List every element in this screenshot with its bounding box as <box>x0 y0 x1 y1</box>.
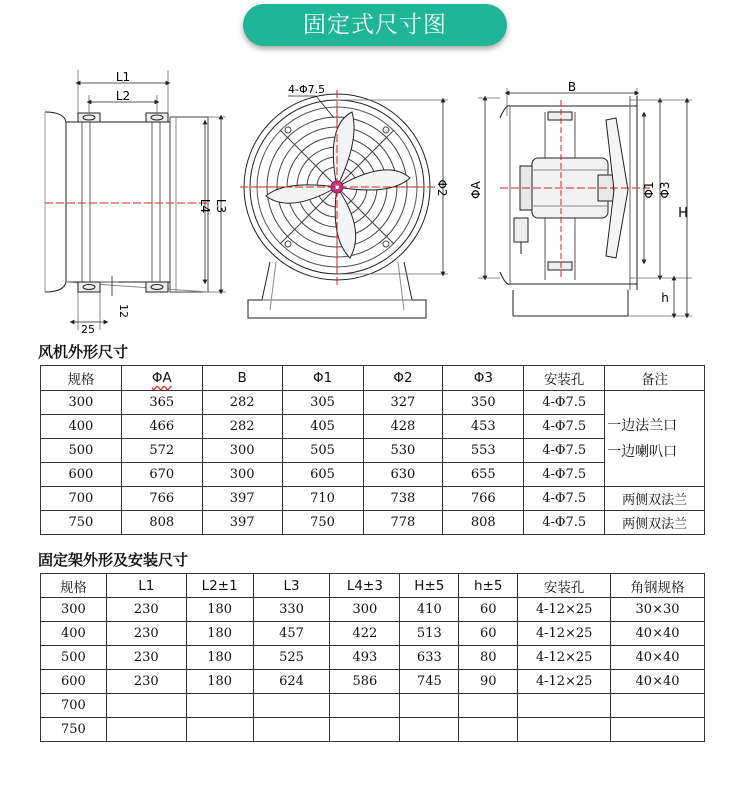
table-row <box>41 598 705 622</box>
table-header-row <box>41 574 705 598</box>
table-cell <box>253 718 330 742</box>
table-cell: 330 <box>253 598 330 622</box>
table-cell: 605 <box>282 463 363 487</box>
table-cell: 300 <box>41 598 107 622</box>
table-cell: 493 <box>330 646 400 670</box>
table-cell <box>518 718 611 742</box>
table-cell: 750 <box>41 718 107 742</box>
note-line: 一边喇叭口 <box>607 443 678 460</box>
table-cell: 700 <box>41 694 107 718</box>
table-cell: 457 <box>253 622 330 646</box>
table-cell: 300 <box>202 463 282 487</box>
table-cell: 365 <box>121 391 202 415</box>
section-view-drawing <box>478 88 692 316</box>
header-cell: 规格 <box>41 366 122 391</box>
header-cell: L3 <box>253 574 330 598</box>
table-cell: 4-Φ7.5 <box>524 511 605 535</box>
dim-label-25: 25 <box>81 323 95 336</box>
note-cell-merged <box>605 391 705 487</box>
table-cell <box>400 694 459 718</box>
header-cell: B <box>202 366 282 391</box>
fan-dimensions-table <box>40 365 705 535</box>
note-cell: 两侧双法兰 <box>605 487 705 511</box>
table-cell: 600 <box>41 463 122 487</box>
table-cell: 624 <box>253 670 330 694</box>
table-cell: 90 <box>459 670 518 694</box>
table-cell: 400 <box>41 622 107 646</box>
header-cell: 安装孔 <box>518 574 611 598</box>
header-cell: H±5 <box>400 574 459 598</box>
dim-label-l4: L4 <box>198 198 212 214</box>
table-cell: 40×40 <box>611 670 705 694</box>
table-cell: 750 <box>282 511 363 535</box>
table-row <box>41 487 705 511</box>
table-row <box>41 622 705 646</box>
header-cell: Φ3 <box>443 366 524 391</box>
table-cell <box>611 718 705 742</box>
table-cell: 60 <box>459 622 518 646</box>
table-header-row <box>41 366 705 391</box>
table-cell: 300 <box>41 391 122 415</box>
table-cell: 745 <box>400 670 459 694</box>
dim-label-phia: ΦA <box>469 181 483 199</box>
table-cell <box>518 694 611 718</box>
table-row <box>41 670 705 694</box>
dim-label-h-lower: h <box>661 291 669 305</box>
table-row <box>41 718 705 742</box>
table-cell: 282 <box>202 391 282 415</box>
dim-label-b: B <box>567 80 577 94</box>
table-cell <box>186 694 253 718</box>
table-cell <box>330 694 400 718</box>
table-cell: 4-12×25 <box>518 598 611 622</box>
table-row <box>41 694 705 718</box>
table-cell: 670 <box>121 463 202 487</box>
table-cell: 600 <box>41 670 107 694</box>
table-cell: 513 <box>400 622 459 646</box>
dim-label-phi1: Φ1 <box>642 181 656 199</box>
table-cell: 350 <box>443 391 524 415</box>
table-cell: 4-Φ7.5 <box>524 463 605 487</box>
table-cell: 4-12×25 <box>518 622 611 646</box>
dimension-drawings <box>0 60 750 340</box>
table-cell: 230 <box>106 598 186 622</box>
header-cell: 安装孔 <box>524 366 605 391</box>
table-cell: 300 <box>202 439 282 463</box>
header-cell: 规格 <box>41 574 107 598</box>
dim-label-phi2: Φ2 <box>435 179 449 197</box>
table-cell: 453 <box>443 415 524 439</box>
table-cell: 4-Φ7.5 <box>524 415 605 439</box>
table-cell: 180 <box>186 622 253 646</box>
table-cell <box>400 718 459 742</box>
table-cell <box>106 694 186 718</box>
table-cell: 230 <box>106 646 186 670</box>
dim-label-l1: L1 <box>115 70 131 84</box>
dim-label-12: 12 <box>117 304 130 318</box>
front-view-drawing <box>240 90 448 318</box>
table-cell: 700 <box>41 487 122 511</box>
table-cell: 327 <box>363 391 443 415</box>
table-cell: 410 <box>400 598 459 622</box>
page-title-banner: 固定式尺寸图 <box>243 4 507 46</box>
table-cell: 766 <box>121 487 202 511</box>
table-cell: 808 <box>443 511 524 535</box>
table-cell <box>106 718 186 742</box>
note-cell: 两侧双法兰 <box>605 511 705 535</box>
table-cell: 710 <box>282 487 363 511</box>
table-cell: 180 <box>186 670 253 694</box>
table-cell: 4-12×25 <box>518 646 611 670</box>
table-cell: 397 <box>202 511 282 535</box>
dim-label-phi3: Φ3 <box>658 181 672 199</box>
table-cell: 738 <box>363 487 443 511</box>
bracket-dimensions-title: 固定架外形及安装尺寸 <box>38 551 189 569</box>
dim-label-mounting-holes: 4-Φ7.5 <box>288 83 326 96</box>
table-cell: 750 <box>41 511 122 535</box>
table-cell: 428 <box>363 415 443 439</box>
table-cell <box>611 694 705 718</box>
table-cell: 525 <box>253 646 330 670</box>
table-cell: 655 <box>443 463 524 487</box>
dim-label-l3: L3 <box>214 198 228 214</box>
note-line: 一边法兰口 <box>607 417 678 434</box>
header-cell: L4±3 <box>330 574 400 598</box>
table-cell: 180 <box>186 598 253 622</box>
table-cell <box>186 718 253 742</box>
table-cell: 586 <box>330 670 400 694</box>
table-cell: 808 <box>121 511 202 535</box>
table-cell: 30×30 <box>611 598 705 622</box>
table-cell: 530 <box>363 439 443 463</box>
header-cell: Φ1 <box>282 366 363 391</box>
bracket-dimensions-table <box>40 573 705 742</box>
table-cell: 630 <box>363 463 443 487</box>
table-cell: 300 <box>330 598 400 622</box>
table-row <box>41 646 705 670</box>
table-cell <box>459 718 518 742</box>
dim-label-h-upper: H <box>678 206 688 221</box>
header-cell: h±5 <box>459 574 518 598</box>
table-cell: 305 <box>282 391 363 415</box>
fan-dimensions-title: 风机外形尺寸 <box>38 343 129 361</box>
table-row <box>41 391 705 415</box>
header-cell: 备注 <box>605 366 705 391</box>
table-cell: 282 <box>202 415 282 439</box>
header-cell <box>121 366 202 391</box>
header-cell: L1 <box>106 574 186 598</box>
header-cell-text: ΦA <box>151 370 172 386</box>
header-cell: Φ2 <box>363 366 443 391</box>
table-cell: 40×40 <box>611 646 705 670</box>
dim-label-l2: L2 <box>115 89 131 103</box>
table-cell: 633 <box>400 646 459 670</box>
table-cell: 4-Φ7.5 <box>524 391 605 415</box>
table-row <box>41 511 705 535</box>
table-cell: 778 <box>363 511 443 535</box>
table-cell: 500 <box>41 646 107 670</box>
table-cell: 230 <box>106 622 186 646</box>
header-cell: 角钢规格 <box>611 574 705 598</box>
table-cell: 572 <box>121 439 202 463</box>
header-cell: L2±1 <box>186 574 253 598</box>
table-cell: 80 <box>459 646 518 670</box>
table-cell <box>253 694 330 718</box>
table-cell: 466 <box>121 415 202 439</box>
table-cell: 500 <box>41 439 122 463</box>
table-cell: 180 <box>186 646 253 670</box>
table-cell: 405 <box>282 415 363 439</box>
table-cell: 4-Φ7.5 <box>524 439 605 463</box>
table-cell: 397 <box>202 487 282 511</box>
table-cell: 40×40 <box>611 622 705 646</box>
table-cell: 422 <box>330 622 400 646</box>
table-cell: 4-12×25 <box>518 670 611 694</box>
table-cell: 60 <box>459 598 518 622</box>
table-cell <box>330 718 400 742</box>
table-cell: 766 <box>443 487 524 511</box>
table-cell: 400 <box>41 415 122 439</box>
table-cell <box>459 694 518 718</box>
table-cell: 4-Φ7.5 <box>524 487 605 511</box>
table-cell: 230 <box>106 670 186 694</box>
table-cell: 553 <box>443 439 524 463</box>
table-cell: 505 <box>282 439 363 463</box>
